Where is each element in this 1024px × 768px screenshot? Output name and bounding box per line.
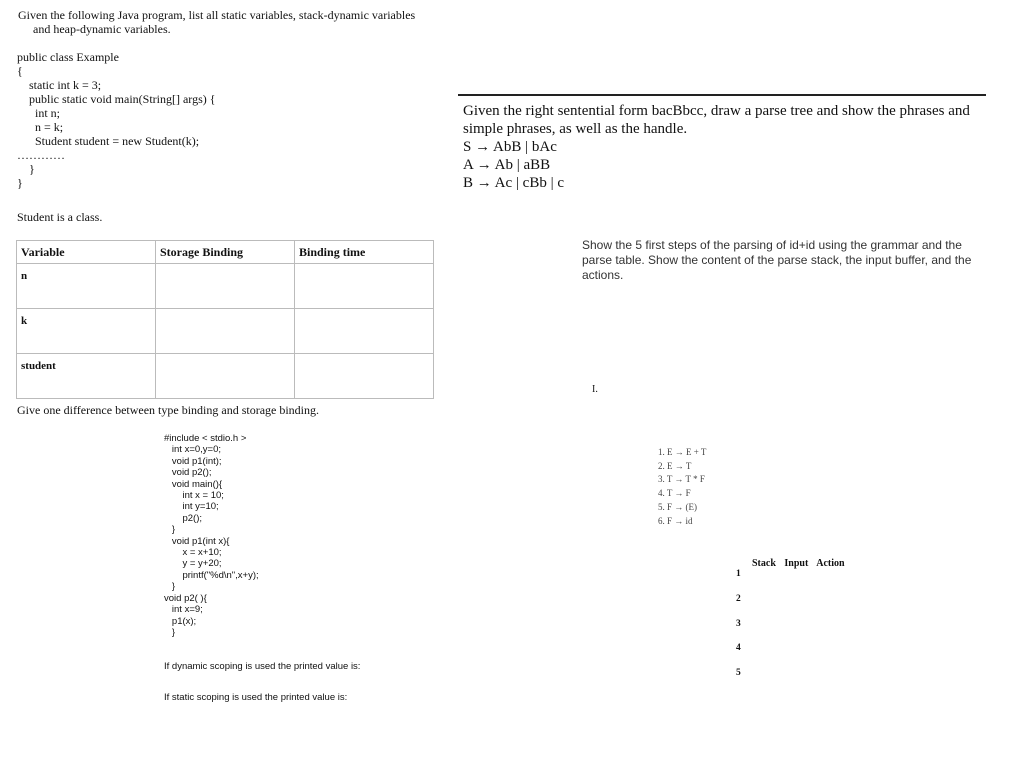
expression-grammar	[658, 446, 706, 528]
static-scoping-question: If static scoping is used the printed value is:	[164, 692, 348, 703]
parse-table-header	[752, 558, 851, 569]
storage-binding-cell[interactable]	[156, 264, 295, 309]
roman-numeral-label: I.	[592, 384, 598, 395]
grammar-rule: S → AbB | bAc	[463, 139, 557, 155]
variable-cell: student	[17, 354, 156, 399]
column-header-binding-time: Binding time	[295, 241, 434, 264]
type-binding-question: Give one difference between type binding and storage binding.	[17, 403, 320, 417]
grammar-production: 1. E → E + T	[658, 447, 707, 457]
input-header: Input	[784, 558, 809, 569]
grammar-production: 4. T → F	[658, 488, 691, 499]
variable-cell: n	[17, 264, 156, 309]
table-header-row	[17, 241, 434, 264]
table-row	[17, 309, 434, 354]
java-code-block: public class Example { static int k = 3; public static void main(String[] args) { int n; n = k; Student student = new Student(k); ………… } }	[17, 50, 216, 190]
dynamic-scoping-question: If dynamic scoping is used the printed value is:	[164, 661, 361, 672]
step-number: 1	[736, 569, 741, 579]
c-code-block: #include < stdio.h > int x=0,y=0; void p1(int); void p2(); void main(){ int x = 10; int y=10; p2(); } void p1(int x){ x = x+10; y = y+20; printf("%d\n",x+y); } void p2( ){ int x=9; p1(x); }	[164, 433, 259, 638]
variable-cell: k	[17, 309, 156, 354]
grammar-production: 3. T → T * F	[658, 474, 705, 485]
question-2-text: Given the right sentential form bacBbcc, draw a parse tree and show the phrases and simple phrases, as well as the handle.	[463, 103, 970, 137]
grammar-production: 5. F → (E)	[658, 501, 697, 512]
question-3-text: Show the 5 first steps of the parsing of id+id using the grammar and the parse table. Show the content of the parse stack, the input buffer, and the actions.	[582, 238, 972, 282]
column-header-variable: Variable	[17, 241, 156, 264]
binding-table	[16, 240, 434, 399]
storage-binding-cell[interactable]	[156, 309, 295, 354]
binding-time-cell[interactable]	[295, 354, 434, 399]
storage-binding-cell[interactable]	[156, 354, 295, 399]
binding-time-cell[interactable]	[295, 264, 434, 309]
grammar-production: 2. E → T	[658, 460, 692, 471]
grammar-rule: A → Ab | aBB	[463, 157, 551, 173]
step-number: 4	[736, 643, 741, 653]
step-number: 3	[736, 619, 741, 629]
section-divider	[458, 94, 986, 96]
question-2	[463, 102, 993, 192]
column-header-storage-binding: Storage Binding	[156, 241, 295, 264]
grammar-rule: B → Ac | cBb | c	[463, 175, 564, 191]
student-class-note: Student is a class.	[17, 210, 103, 224]
table-row	[17, 354, 434, 399]
grammar-production: 6. F → id	[658, 515, 693, 526]
step-number: 5	[736, 668, 741, 678]
table-row	[17, 264, 434, 309]
step-number: 2	[736, 594, 741, 604]
action-header: Action	[816, 558, 845, 569]
question-1-title: Given the following Java program, list all static variables, stack-dynamic variables and heap-dynamic variables.	[18, 8, 416, 36]
stack-header: Stack	[752, 558, 776, 569]
binding-time-cell[interactable]	[295, 309, 434, 354]
